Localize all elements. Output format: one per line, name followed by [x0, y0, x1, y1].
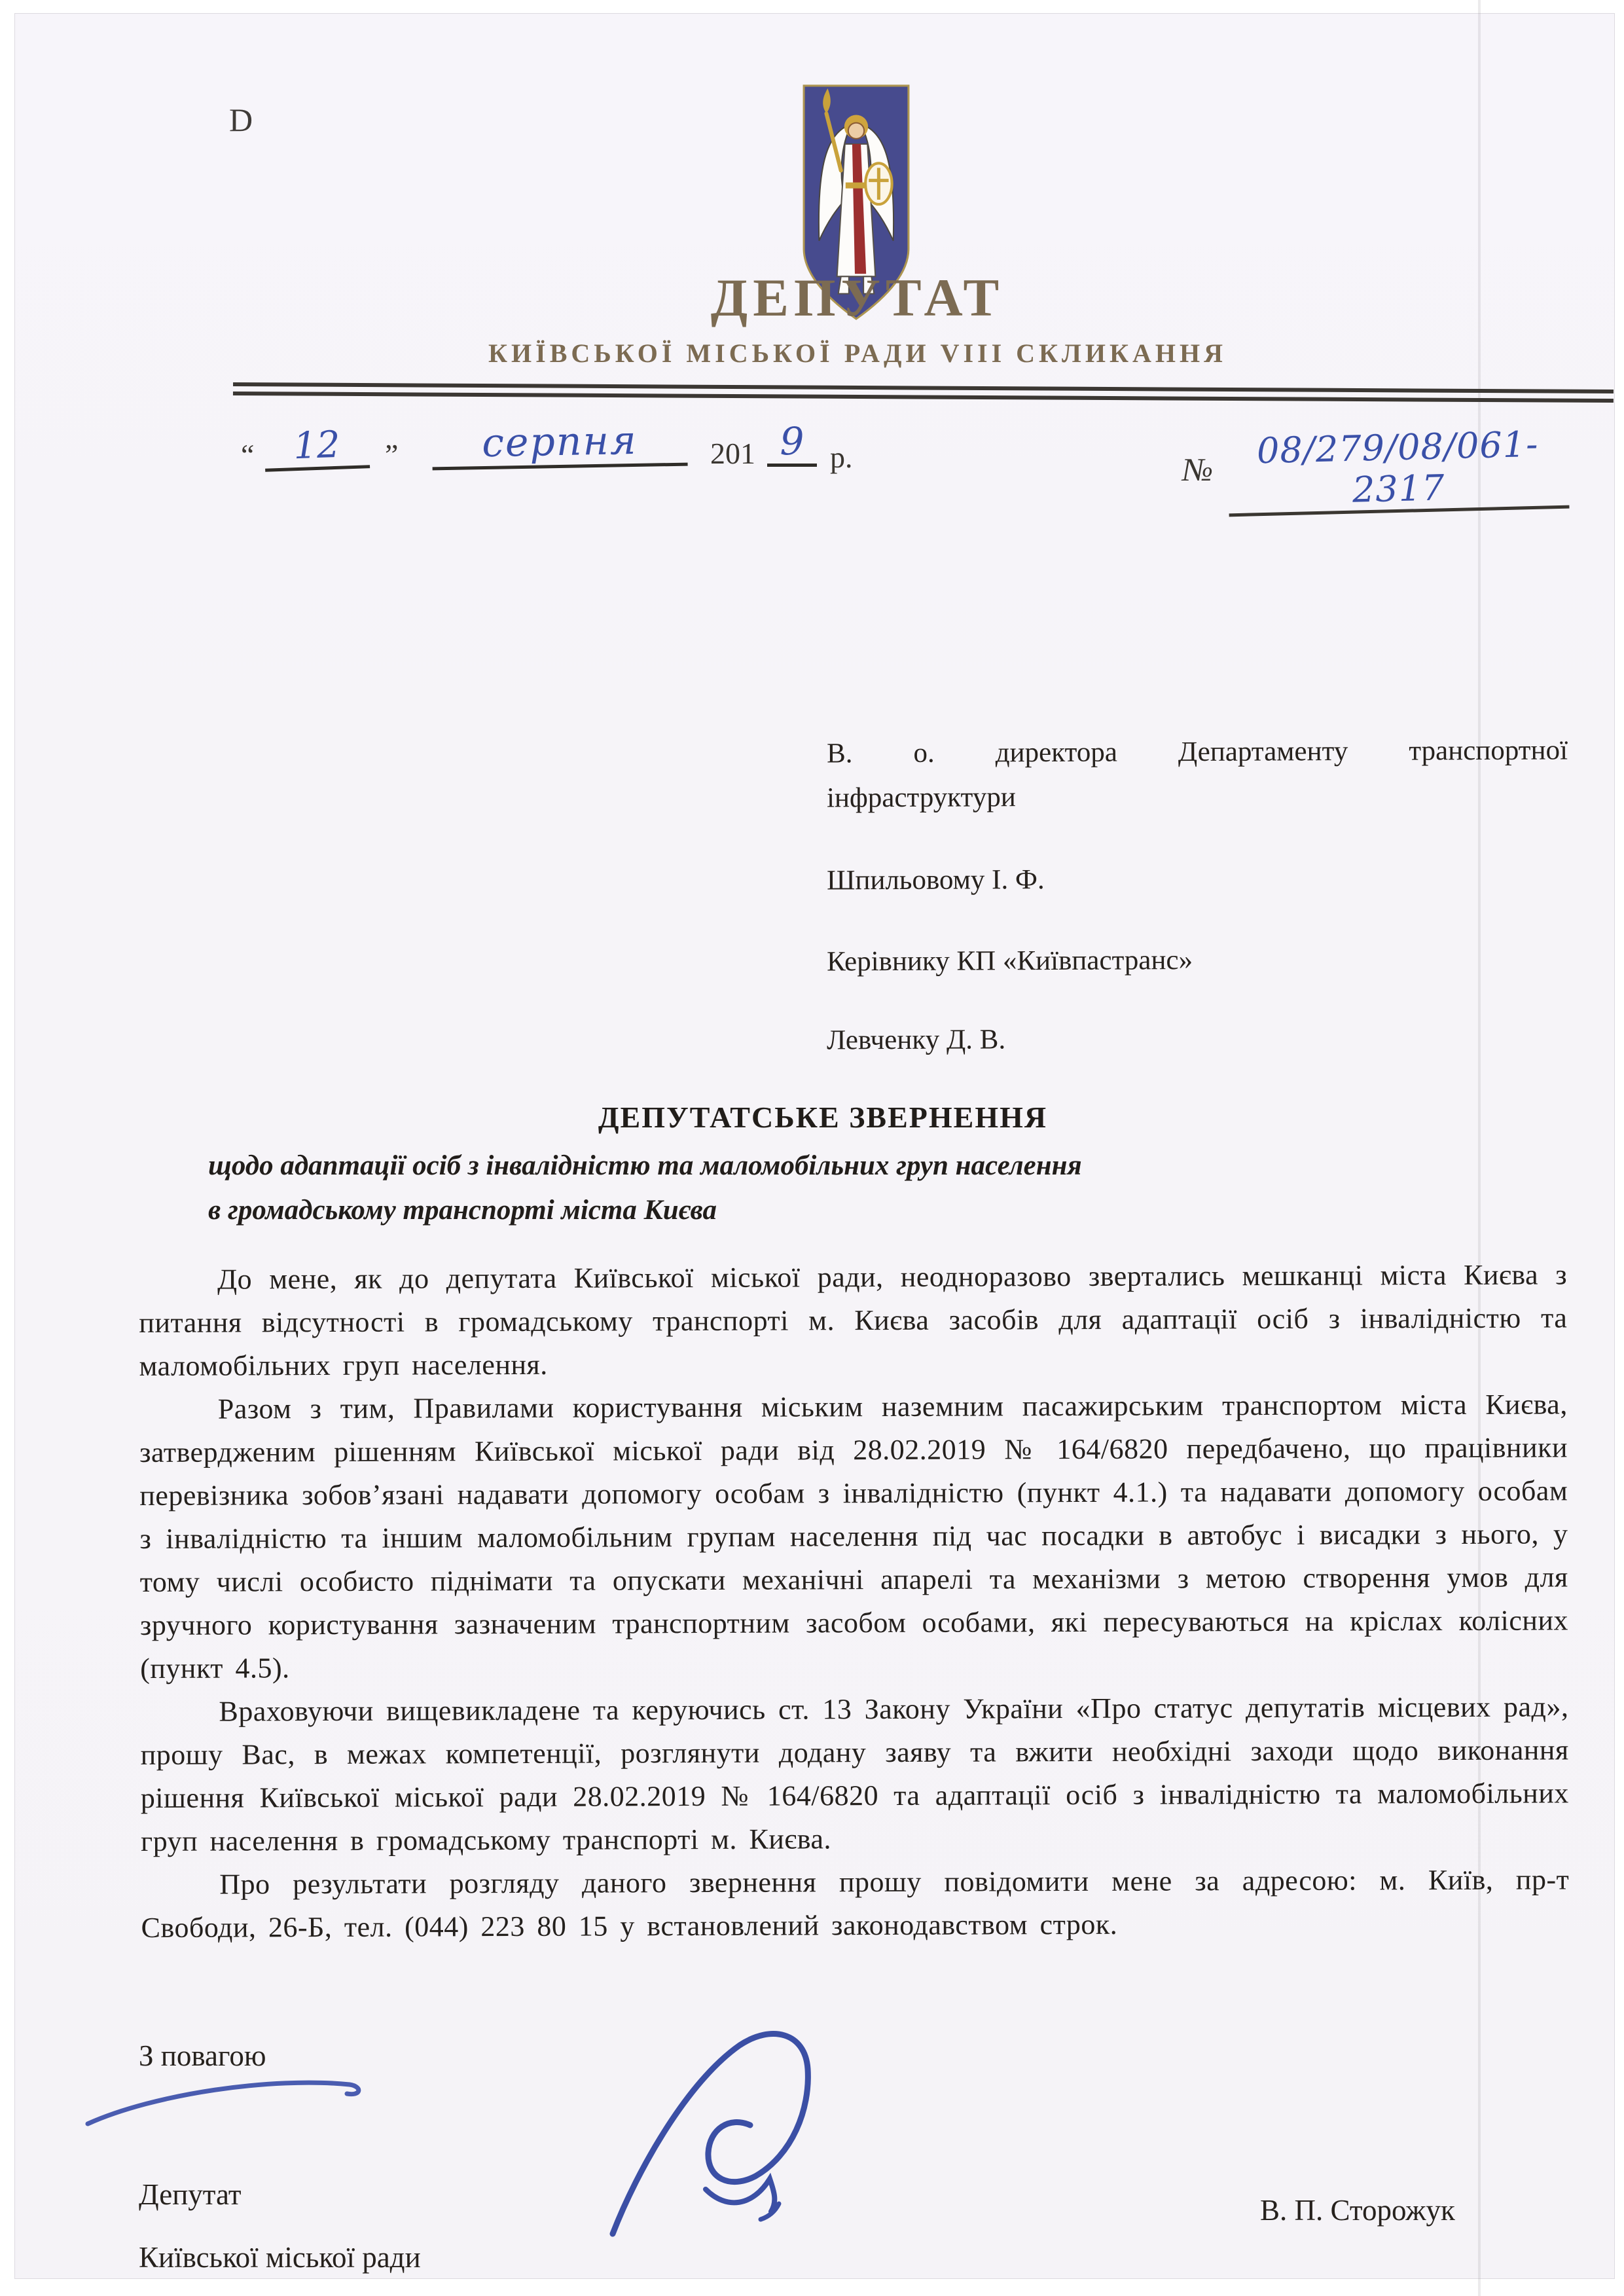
- body-paragraph: До мене, як до депутата Київської міської ради, неодноразово звертались мешканці міста Києва з питання відсутності в громадському транспорті м. Києва засобів для адаптації осіб з інвалідністю та маломобільних груп населення.: [139, 1258, 1568, 1382]
- signatory-role-line2: Київської міської ради: [139, 2241, 421, 2274]
- number-sign: №: [1182, 451, 1214, 488]
- stray-mark: D: [229, 101, 253, 138]
- letterhead-subtitle: КИЇВСЬКОЇ МІСЬКОЇ РАДИ VIII СКЛИКАННЯ: [488, 338, 1227, 368]
- recipient1-title-line1: В. о. директора Департаменту транспортної: [826, 735, 1568, 769]
- body-paragraph: Про результати розгляду даного звернення прошу повідомити мене за адресою: м. Київ, пр-т Свободи, 26-Б, тел. (044) 223 80 15 у встановлений законодавством строк.: [141, 1863, 1570, 1944]
- subject-line-1: щодо адаптації осіб з інвалідністю та маломобільних груп населення: [208, 1150, 1082, 1181]
- subject-line-2: в громадському транспорті міста Києва: [208, 1195, 717, 1226]
- pen-stroke-flourish-icon: [82, 2066, 368, 2132]
- document-heading: ДЕПУТАТСЬКЕ ЗВЕРНЕННЯ: [598, 1101, 1048, 1134]
- signatory-role-line1: Депутат: [139, 2178, 242, 2211]
- letterhead-title: ДЕПУТАТ: [710, 268, 1005, 327]
- body-paragraph: Враховуючи вищевикладене та керуючись ст. 13 Закону України «Про статус депутатів місцевих рад», прошу Вас, в межах компетенції, розглянути додану заяву та вжити необхідні заходи щодо виконання рішення Київської міської ради 28.02.2019 № 164/6820 та адаптації осіб з інвалідністю та маломобільних груп населення в громадському транспорті м. Києва.: [140, 1690, 1569, 1857]
- recipient2-title: Керівнику КП «Київпастранс»: [826, 945, 1193, 977]
- handwritten-signature-icon: [575, 2018, 860, 2240]
- letter-body: [139, 1253, 1570, 1950]
- recipient1-name: Шпильовому І. Ф.: [826, 864, 1045, 896]
- year-printed: 201: [710, 437, 755, 470]
- signatory-name: В. П. Сторожук: [1260, 2194, 1455, 2227]
- date-quote-close: ”: [385, 438, 399, 471]
- handwritten-day: 12: [264, 422, 370, 472]
- recipient1-title-line2: інфраструктури: [826, 782, 1016, 814]
- year-suffix: р.: [830, 441, 853, 474]
- date-quote-open: “: [241, 438, 255, 471]
- recipient2-name: Левченку Д. В.: [826, 1024, 1006, 1056]
- handwritten-month: серпня: [431, 417, 687, 471]
- handwritten-year-digit: 9: [767, 419, 817, 467]
- closing-salutation: З повагою: [139, 2039, 266, 2072]
- handwritten-reference-number: 08/279/08/061-2317: [1227, 423, 1569, 517]
- body-paragraph: Разом з тим, Правилами користування міським наземним пасажирським транспортом міста Києва, затвердженим рішенням Київської міської ради від 28.02.2019 № 164/6820 передбачено, що працівники перевізника зобов’язані надавати допомогу особам з інвалідністю (пункт 4.1.) та надавати допомогу особам з інвалідністю та іншим маломобільним групам населення під час посадки в автобус і висадки з нього, у тому числі особисто піднімати та опускати механічні апарелі та механізми з метою створення умов для зручного користування зазначеним транспортним засобом особами, які пересуваються на кріслах колісних (пункт 4.5).: [139, 1388, 1569, 1685]
